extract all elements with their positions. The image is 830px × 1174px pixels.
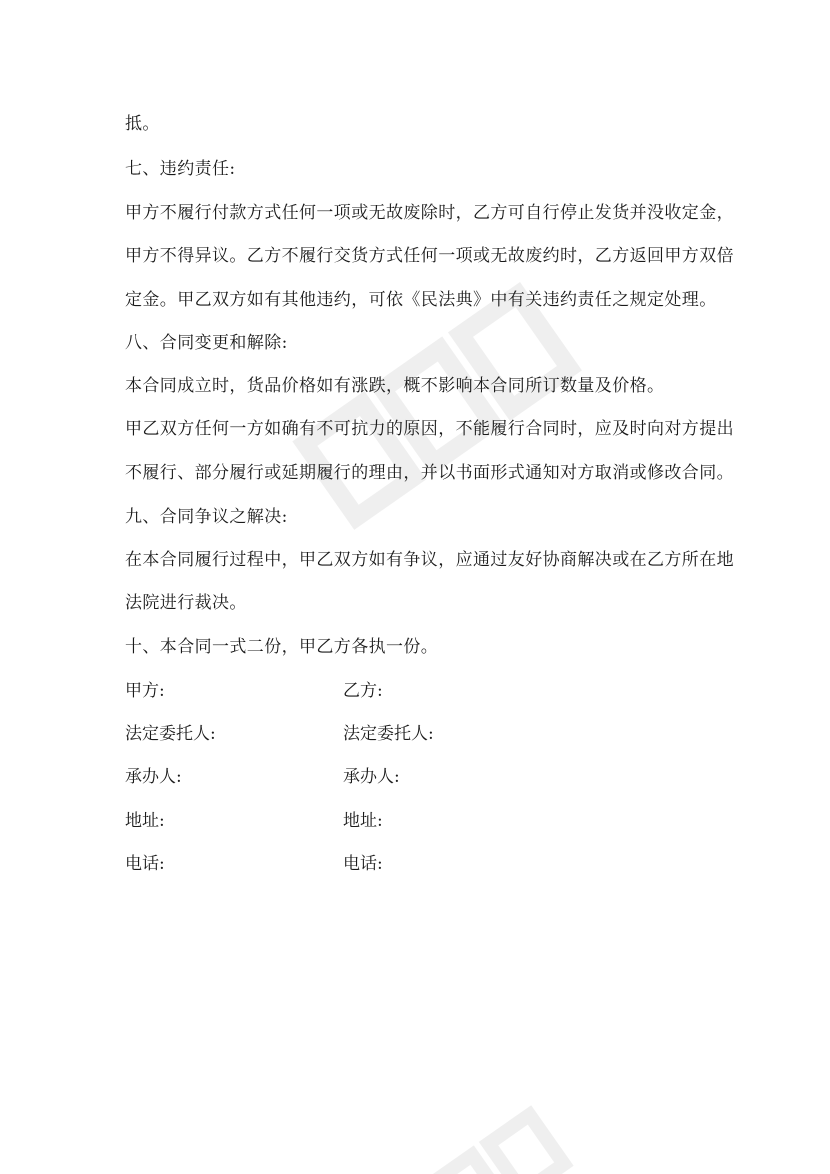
text-line-11: 在本合同履行过程中，甲乙双方如有争议，应通过友好协商解决或在乙方所在地 <box>125 550 734 570</box>
text-line-3: 甲方不履行付款方式任何一项或无故废除时，乙方可自行停止发货并没收定金， <box>125 203 734 223</box>
section-heading-dispute: 九、合同争议之解决: <box>125 507 288 527</box>
watermark-logo-bottom <box>400 1080 600 1174</box>
text-line-7: 本合同成立时，货品价格如有涨跌，概不影响本合同所订数量及价格。 <box>125 376 665 396</box>
party-b-agent-label: 法定委托人: <box>343 724 434 744</box>
section-heading-copies: 十、本合同一式二份，甲乙方各执一份。 <box>125 637 439 657</box>
text-line-12: 法院进行裁决。 <box>125 593 247 613</box>
party-b-label: 乙方: <box>343 681 383 701</box>
party-b-address-label: 地址: <box>343 811 383 831</box>
party-a-handler-label: 承办人: <box>125 767 182 787</box>
party-a-label: 甲方: <box>125 681 165 701</box>
section-heading-change: 八、合同变更和解除: <box>125 333 288 353</box>
text-line-9: 不履行、部分履行或延期履行的理由，并以书面形式通知对方取消或修改合同。 <box>125 463 734 483</box>
text-line-4: 甲方不得异议。乙方不履行交货方式任何一项或无故废约时，乙方返回甲方双倍 <box>125 246 734 266</box>
party-b-handler-label: 承办人: <box>343 767 400 787</box>
section-heading-breach: 七、违约责任: <box>125 159 236 179</box>
party-a-agent-label: 法定委托人: <box>125 724 216 744</box>
text-line-8: 甲乙双方任何一方如确有不可抗力的原因，不能履行合同时，应及时向对方提出 <box>125 419 734 439</box>
text-line-1: 抵。 <box>125 114 160 134</box>
party-a-phone-label: 电话: <box>125 854 165 874</box>
text-line-5: 定金。甲乙双方如有其他违约，可依《民法典》中有关违约责任之规定处理。 <box>125 290 717 310</box>
party-b-phone-label: 电话: <box>343 854 383 874</box>
party-a-address-label: 地址: <box>125 811 165 831</box>
